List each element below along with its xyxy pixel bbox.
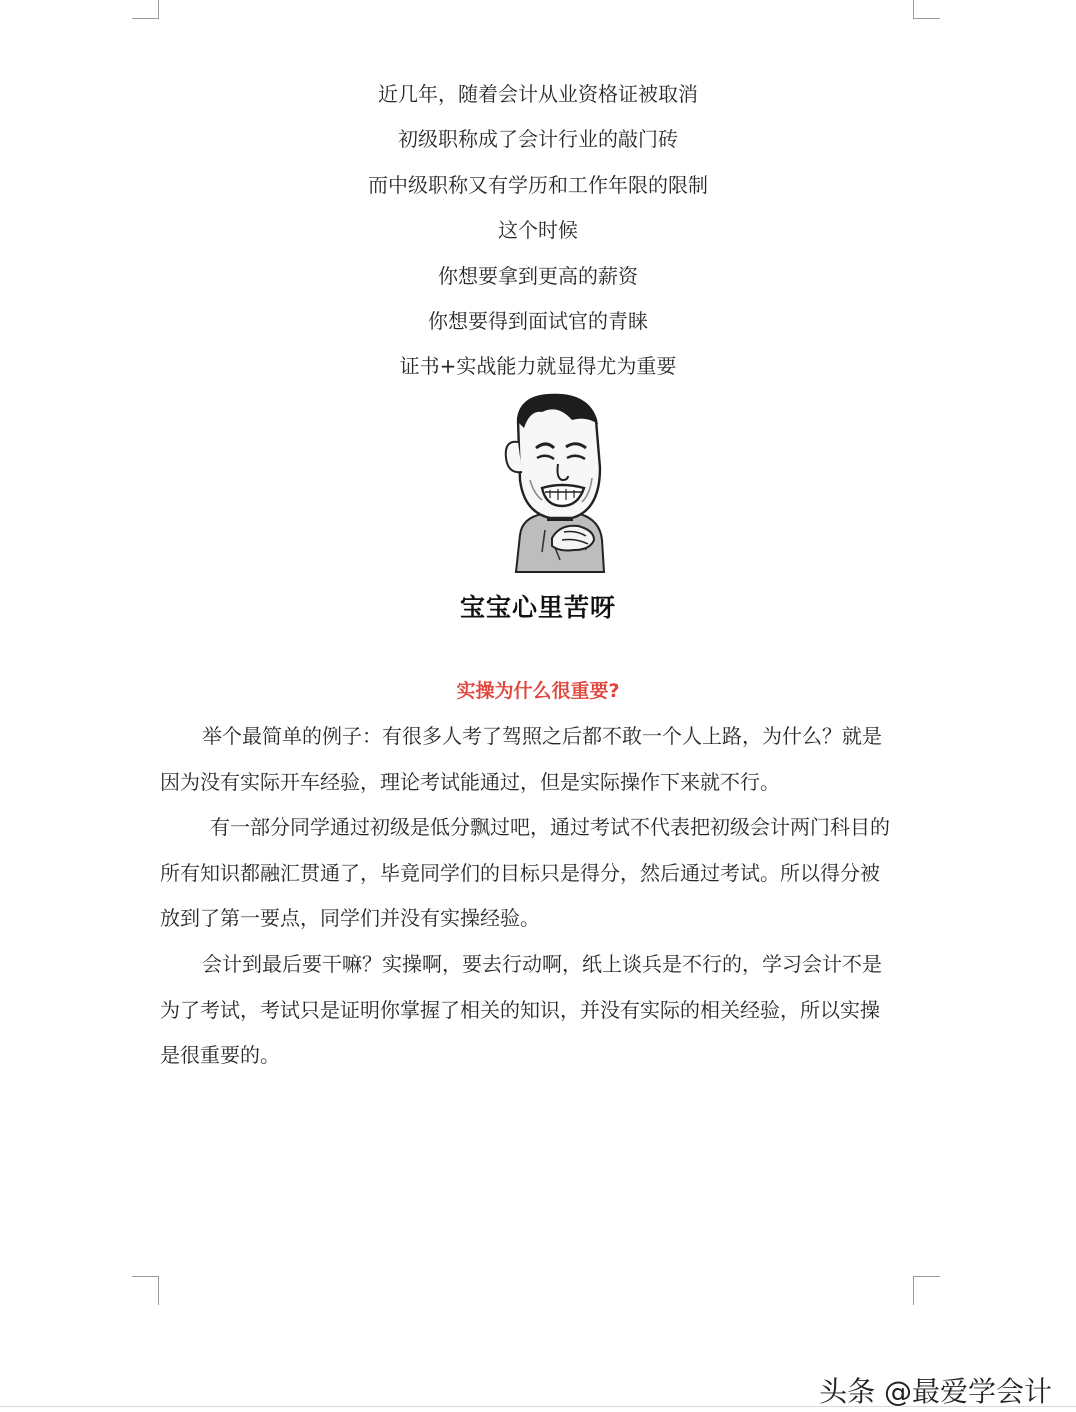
- page-corner-mark-bottom-left: [132, 1276, 159, 1305]
- poem-line: 这个时候: [498, 218, 578, 243]
- paragraph-practice-importance: [160, 942, 914, 1079]
- paragraph-line: 所有知识都融汇贯通了，毕竟同学们的目标只是得分，然后通过考试。所以得分被: [160, 860, 880, 885]
- poem-line: 你想要得到面试官的青睐: [428, 308, 648, 333]
- paragraph-line: 举个最简单的例子：有很多人考了驾照之后都不敢一个人上路，为什么？就是: [202, 724, 882, 748]
- paragraph-line: 有一部分同学通过初级是低分飘过吧，通过考试不代表把初级会计两门科目的: [210, 815, 890, 839]
- paragraph-line: 会计到最后要干嘛？实操啊，要去行动啊，纸上谈兵是不行的，学习会计不是: [202, 952, 882, 976]
- page-corner-mark-bottom-right: [913, 1276, 940, 1305]
- page-corner-mark-top-left: [132, 0, 159, 19]
- source-watermark: 头条 @最爱学会计: [819, 1375, 1052, 1408]
- paragraph-exam-knowledge: [160, 805, 914, 942]
- meme-caption: 宝宝心里苦呀: [459, 593, 616, 622]
- poem-line: 你想要拿到更高的薪资: [438, 263, 638, 288]
- intro-poem: [0, 72, 1076, 390]
- poem-line: 而中级职称又有学历和工作年限的限制: [368, 172, 708, 197]
- paragraph-driving-example: [160, 714, 914, 805]
- page-corner-mark-top-right: [913, 0, 940, 19]
- poem-line: 近几年，随着会计从业资格证被取消: [378, 82, 698, 106]
- paragraph-line: 为了考试，考试只是证明你掌握了相关的知识，并没有实际的相关经验，所以实操: [160, 997, 880, 1022]
- paragraph-line: 是很重要的。: [160, 1043, 280, 1067]
- section-heading: 实操为什么很重要?: [456, 680, 620, 702]
- poem-line: 证书+实战能力就显得尤为重要: [399, 354, 677, 379]
- poem-line: 初级职称成了会计行业的敲门砖: [398, 127, 678, 152]
- paragraph-line: 放到了第一要点，同学们并没有实操经验。: [160, 906, 540, 930]
- paragraph-line: 因为没有实际开车经验，理论考试能通过，但是实际操作下来就不行。: [160, 769, 780, 794]
- meme-sticker-image: [490, 390, 610, 575]
